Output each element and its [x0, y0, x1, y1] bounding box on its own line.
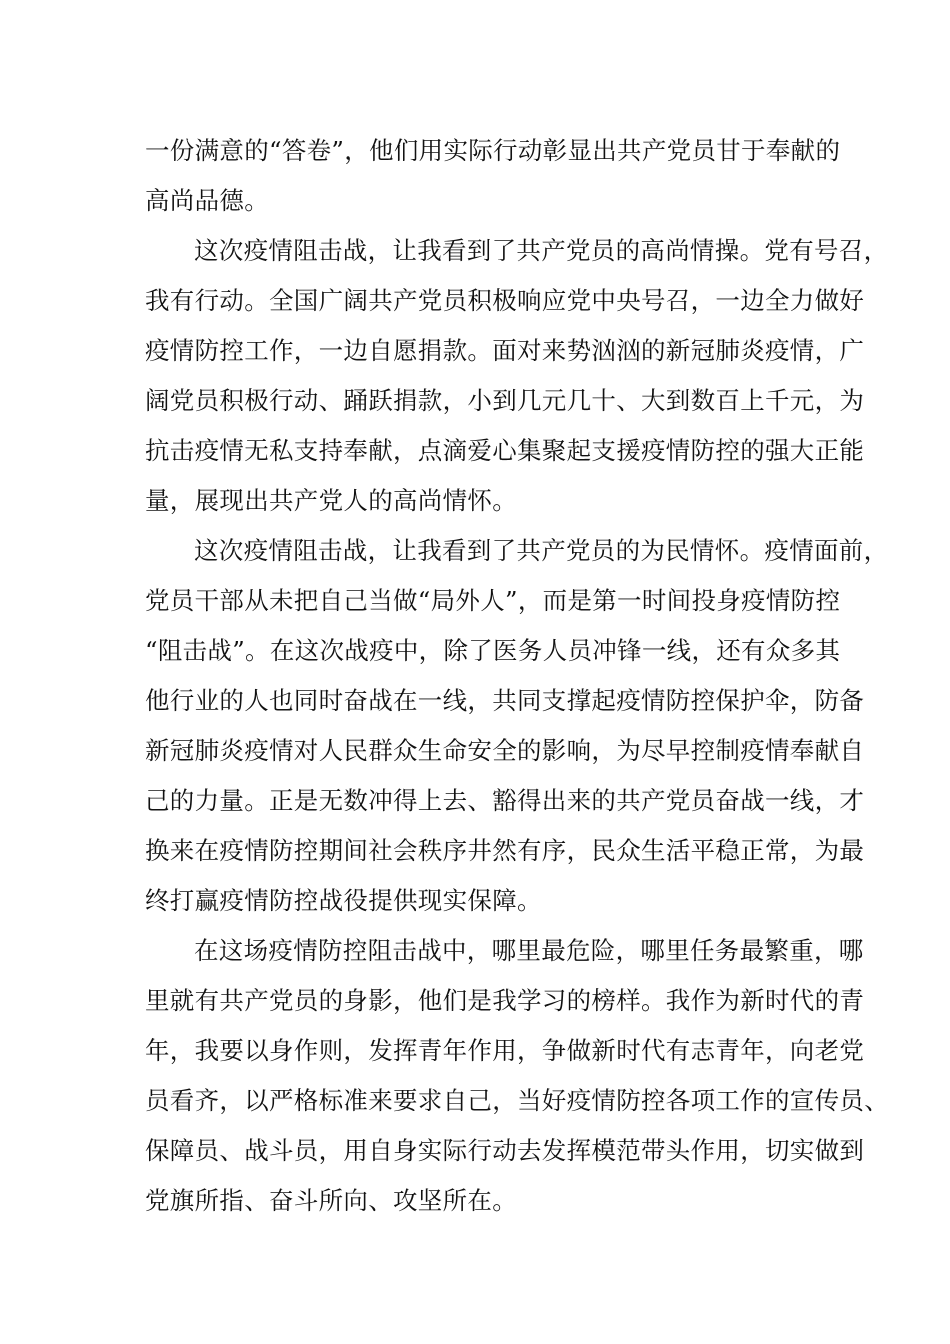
- text-line: “阻击战”。在这次战疫中，除了医务人员冲锋一线，还有众多其: [145, 636, 841, 665]
- paragraph-start-line: 在这场疫情防控阻击战中，哪里最危险，哪里任务最繁重，哪: [194, 936, 864, 965]
- text-line: 疫情防控工作，一边自愿捐款。面对来势汹汹的新冠肺炎疫情，广: [145, 336, 865, 365]
- paragraph-start-line: 这次疫情阻击战，让我看到了共产党员的为民情怀。疫情面前，: [194, 536, 889, 565]
- text-line: 员看齐，以严格标准来要求自己，当好疫情防控各项工作的宣传员、: [145, 1086, 889, 1115]
- text-line: 高尚品德。: [145, 186, 269, 215]
- text-line: 我有行动。全国广阔共产党员积极响应党中央号召，一边全力做好: [145, 286, 865, 315]
- text-line: 阔党员积极行动、踊跃捐款，小到几元几十、大到数百上千元，为: [145, 386, 865, 415]
- text-line: 终打赢疫情防控战役提供现实保障。: [145, 886, 542, 915]
- body-text: [145, 126, 889, 1226]
- text-line: 己的力量。正是无数冲得上去、豁得出来的共产党员奋战一线，才: [145, 786, 865, 815]
- text-line: 党员干部从未把自己当做“局外人”，而是第一时间投身疫情防控: [145, 586, 841, 615]
- text-line: 年，我要以身作则，发挥青年作用，争做新时代有志青年，向老党: [145, 1036, 865, 1065]
- paragraph-start-line: 这次疫情阻击战，让我看到了共产党员的高尚情操。党有号召，: [194, 236, 889, 265]
- text-line: 新冠肺炎疫情对人民群众生命安全的影响，为尽早控制疫情奉献自: [145, 736, 865, 765]
- text-line: 党旗所指、奋斗所向、攻坚所在。: [145, 1186, 517, 1215]
- text-line: 里就有共产党员的身影，他们是我学习的榜样。我作为新时代的青: [145, 986, 865, 1015]
- text-line: 量，展现出共产党人的高尚情怀。: [145, 486, 517, 515]
- text-line: 保障员、战斗员，用自身实际行动去发挥模范带头作用，切实做到: [145, 1136, 865, 1165]
- text-line: 换来在疫情防控期间社会秩序井然有序，民众生活平稳正常，为最: [145, 836, 865, 865]
- text-line: 抗击疫情无私支持奉献，点滴爱心集聚起支援疫情防控的强大正能: [145, 436, 865, 465]
- text-line: 他行业的人也同时奋战在一线，共同支撑起疫情防控保护伞，防备: [145, 686, 865, 715]
- text-line: 一份满意的“答卷”，他们用实际行动彰显出共产党员甘于奉献的: [145, 136, 841, 165]
